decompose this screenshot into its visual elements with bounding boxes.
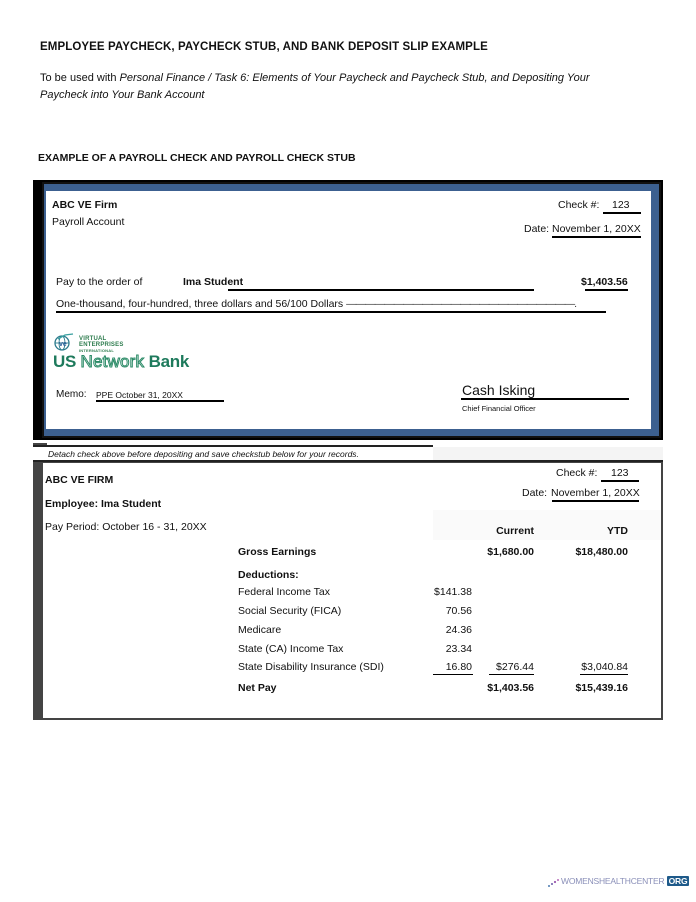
amount-in-words: [56, 298, 576, 310]
intro-prefix: To be used with: [40, 72, 120, 84]
check-number-underline: [603, 212, 641, 214]
deduction-amount: 23.34: [445, 643, 472, 655]
stub-left-bar: [33, 462, 43, 720]
deduction-label: Medicare: [238, 624, 282, 636]
amount-words-underline: [56, 311, 606, 313]
check-number-label: Check #:: [558, 199, 600, 211]
deduction-amount: 24.36: [445, 624, 472, 636]
memo-label: Memo:: [56, 389, 87, 400]
signature-line: [461, 398, 629, 400]
deduction-subtotal-rule: [433, 674, 473, 675]
logo-line-international: INTERNATIONAL: [79, 348, 114, 353]
logo-bank: Bank: [148, 352, 190, 371]
stub-pay-period: Pay Period: October 16 - 31, 20XX: [45, 521, 207, 533]
pay-to-label: Pay to the order of: [56, 276, 143, 288]
check-amount-underline: [585, 289, 628, 291]
check-company-name: ABC VE Firm: [52, 199, 118, 211]
deductions-label: Deductions:: [238, 569, 299, 581]
stub-date-underline: [552, 500, 639, 502]
watermark-site: WOMENSHEALTHCENTER: [561, 876, 665, 886]
logo-us: US: [53, 352, 77, 371]
stub-employee: Employee: Ima Student: [45, 498, 162, 510]
logo-network: Network: [80, 352, 145, 371]
gross-earnings-ytd: $18,480.00: [575, 546, 628, 558]
intro-task-reference: Personal Finance / Task 6: Elements of Your Paycheck and Paycheck Stub, and Depositing Your Paycheck into Your Bank Account: [40, 72, 590, 101]
detach-instruction: Detach check above before depositing and save checkstub below for your records.: [48, 449, 359, 459]
bank-logo-name: [53, 352, 189, 372]
signer-title: Chief Financial Officer: [462, 404, 536, 413]
deduction-label: State (CA) Income Tax: [238, 643, 344, 655]
check-date-label: Date:: [524, 223, 550, 235]
watermark-logo: [561, 876, 689, 886]
check-date-value: November 1, 20XX: [552, 223, 641, 235]
deduction-amount: 16.80: [445, 661, 472, 673]
payee-underline: [228, 289, 534, 291]
deduction-label: Federal Income Tax: [238, 586, 331, 598]
detach-line: [33, 445, 433, 447]
watermark-dots-icon: [547, 878, 561, 888]
check-date-underline: [552, 236, 641, 238]
globe-logo-icon: [53, 333, 75, 351]
gross-earnings-label: Gross Earnings: [238, 546, 317, 558]
stub-date-label: Date:: [522, 487, 548, 499]
check-account-name: Payroll Account: [52, 216, 125, 228]
column-header-ytd: YTD: [607, 525, 628, 537]
deduction-amount: $141.38: [434, 586, 472, 598]
net-pay-label: Net Pay: [238, 682, 277, 694]
net-pay-ytd: $15,439.16: [575, 682, 628, 694]
stub-check-number-label: Check #:: [556, 467, 598, 479]
stub-date-value: November 1, 20XX: [551, 487, 640, 499]
amount-words-text: One-thousand, four-hundred, three dollars and 56/100 Dollars: [56, 298, 344, 310]
deduction-label: Social Security (FICA): [238, 605, 342, 617]
ytd-subtotal-rule: [580, 674, 628, 675]
intro-text: [40, 70, 640, 104]
stub-check-number-underline: [601, 480, 639, 482]
gross-earnings-current: $1,680.00: [487, 546, 534, 558]
deductions-total-ytd: $3,040.84: [581, 661, 628, 673]
deductions-total-current: $276.44: [496, 661, 534, 673]
net-pay-current: $1,403.56: [487, 682, 534, 694]
signature: Cash Isking: [462, 382, 536, 398]
check-number-value: 123: [612, 199, 630, 211]
current-subtotal-rule: [489, 674, 534, 675]
stub-check-number-value: 123: [611, 467, 629, 479]
watermark-tld: ORG: [668, 876, 688, 886]
svg-text:ve: ve: [59, 341, 67, 348]
document-title: EMPLOYEE PAYCHECK, PAYCHECK STUB, AND BANK DEPOSIT SLIP EXAMPLE: [40, 41, 488, 53]
payee-name: Ima Student: [183, 276, 244, 288]
deduction-label: State Disability Insurance (SDI): [238, 661, 384, 673]
deduction-amount: 70.56: [445, 605, 472, 617]
memo-value: PPE October 31, 20XX: [96, 390, 183, 400]
check-amount: $1,403.56: [581, 276, 628, 288]
logo-line-enterprises: ENTERPRISES: [79, 341, 124, 348]
detach-shade: [433, 447, 663, 461]
stub-company-name: ABC VE FIRM: [45, 474, 114, 486]
section-title: EXAMPLE OF A PAYROLL CHECK AND PAYROLL CHECK STUB: [38, 152, 356, 164]
logo-line-virtual: VIRTUAL: [79, 336, 107, 342]
amount-words-fill: ————————————————————————.: [346, 298, 577, 310]
column-header-current: Current: [496, 525, 534, 537]
memo-underline: [96, 400, 224, 402]
stub-top-rule: [33, 460, 663, 462]
